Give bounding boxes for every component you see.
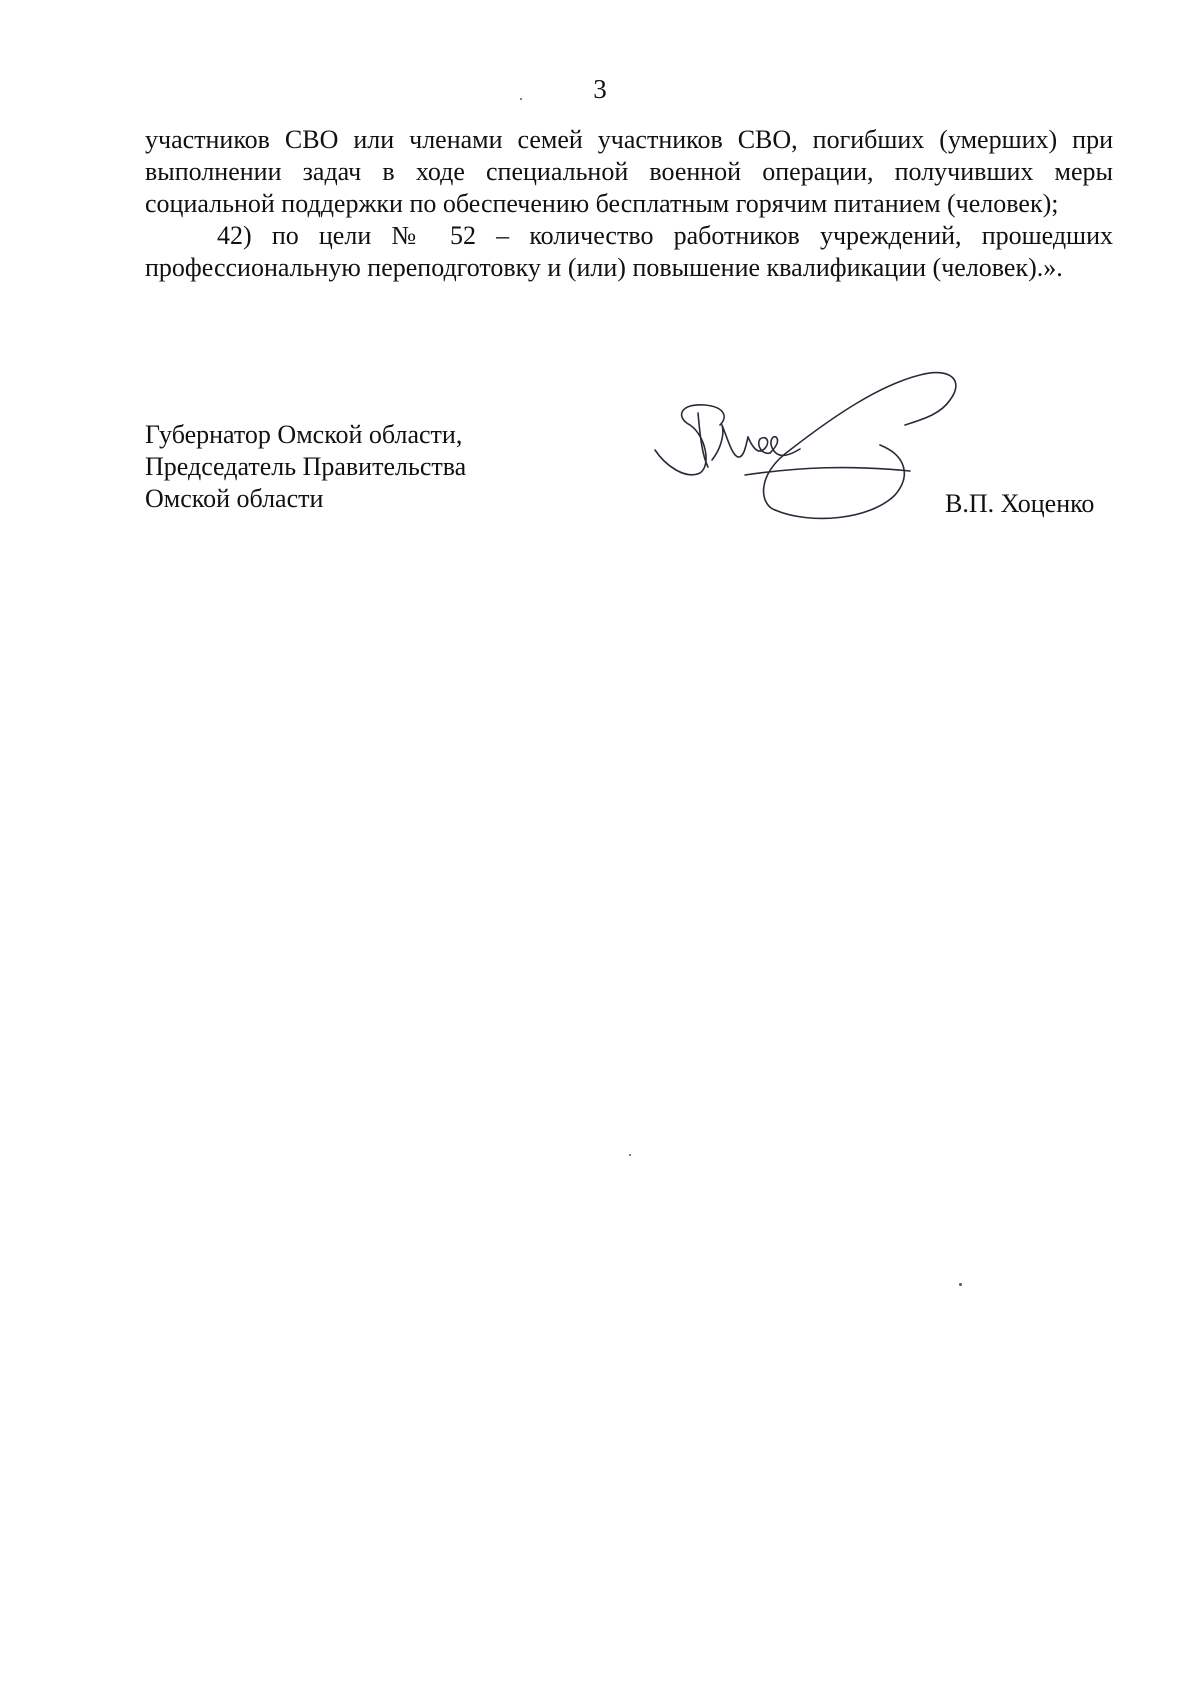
scan-speck (629, 1154, 631, 1156)
scan-speck (959, 1283, 962, 1286)
signer-name: В.П. Хоценко (945, 489, 1095, 518)
position-line-3: Омской области (145, 484, 324, 513)
page-number: 3 (593, 74, 607, 104)
paragraph-continuation: участников СВО или членами семей участников СВО, погибших (умерших) при выполнении задач в ходе специальной военной операции, получивших меры социальной поддержки по обеспечению бесплатным горячим питанием (человек); (145, 125, 1113, 218)
scan-speck (520, 98, 522, 100)
position-line-1: Губернатор Омской области, (145, 420, 463, 449)
position-line-2: Председатель Правительства (145, 452, 467, 481)
body-text (145, 124, 1113, 284)
paragraph-item-42: 42) по цели № 52 – количество работников учреждений, прошедших профессиональную переподготовку и (или) повышение квалификации (человек).». (145, 221, 1113, 282)
signatory-position (145, 419, 466, 515)
